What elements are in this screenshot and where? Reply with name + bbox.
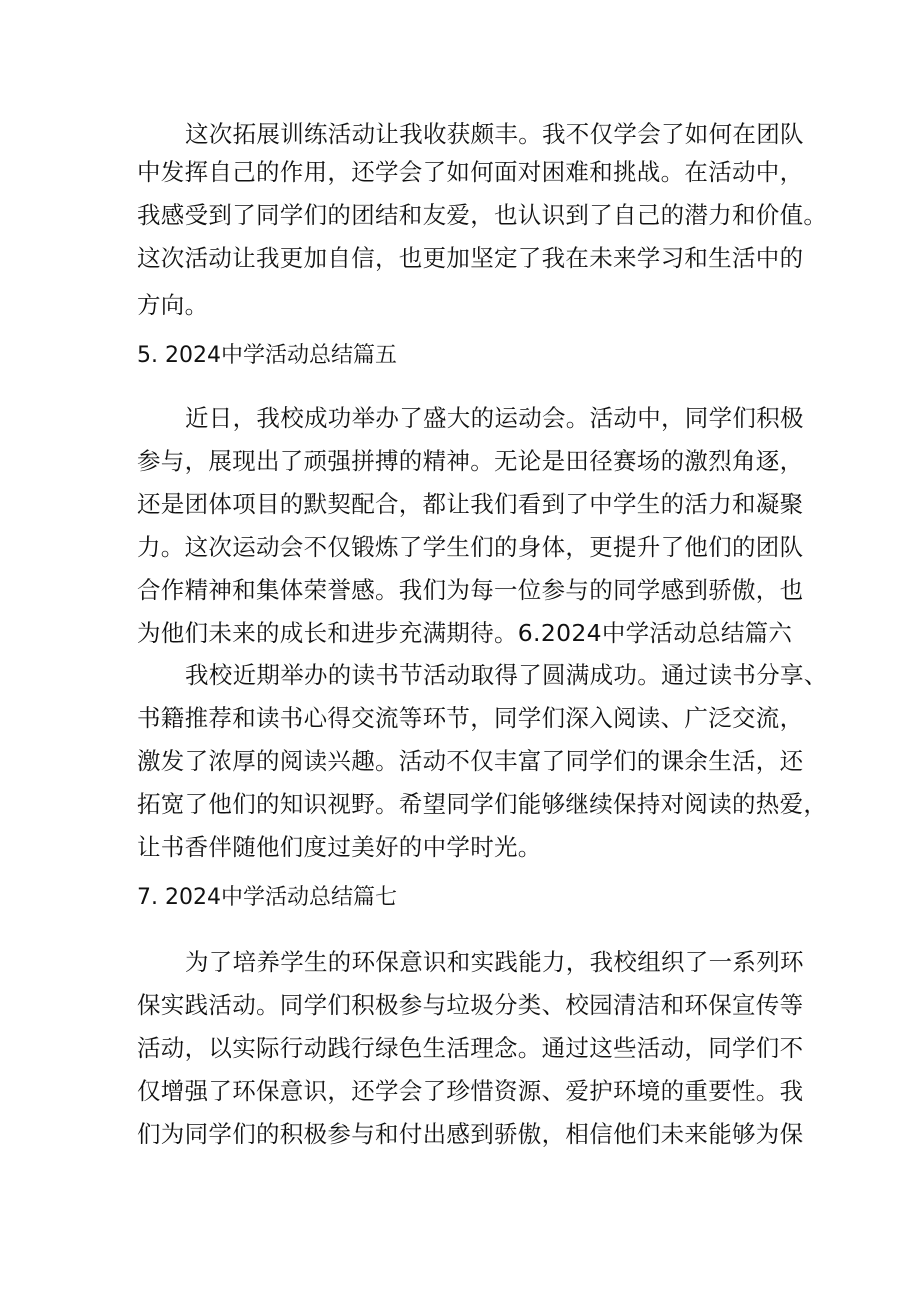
paragraph-line: 还是团体项目的默契配合，都让我们看到了中学生的活力和凝聚 [137,490,804,518]
paragraph-line: 为了培养学生的环保意识和实践能力，我校组织了一系列环 [185,948,804,976]
paragraph-line: 拓宽了他们的知识视野。希望同学们能够继续保持对阅读的热爱， [137,790,828,818]
paragraph-line: 合作精神和集体荣誉感。我们为每一位参与的同学感到骄傲，也 [137,576,804,604]
paragraph-line: 参与，展现出了顽强拼搏的精神。无论是田径赛场的激烈角逐， [137,447,804,475]
paragraph-line: 让书香伴随他们度过美好的中学时光。 [137,833,542,861]
paragraph-line: 仅增强了环保意识，还学会了珍惜资源、爱护环境的重要性。我 [137,1077,804,1105]
paragraph-line: 保实践活动。同学们积极参与垃圾分类、校园清洁和环保宣传等 [137,991,804,1019]
paragraph-line: 活动，以实际行动践行绿色生活理念。通过这些活动，同学们不 [137,1034,804,1062]
paragraph-line: 我校近期举办的读书节活动取得了圆满成功。通过读书分享、 [185,661,828,689]
paragraph-line: 近日，我校成功举办了盛大的运动会。活动中，同学们积极 [185,404,804,432]
paragraph-line: 为他们未来的成长和进步充满期待。6.2024中学活动总结篇六 [137,619,793,647]
paragraph-line: 力。这次运动会不仅锻炼了学生们的身体，更提升了他们的团队 [137,533,804,561]
paragraph-line: 我感受到了同学们的团结和友爱，也认识到了自己的潜力和价值。 [137,201,828,229]
section-heading-7: 7. 2024中学活动总结篇七 [137,885,397,910]
section-heading-5: 5. 2024中学活动总结篇五 [137,343,397,368]
paragraph-line: 书籍推荐和读书心得交流等环节，同学们深入阅读、广泛交流， [137,704,804,732]
paragraph-line: 这次活动让我更加自信，也更加坚定了我在未来学习和生活中的 [137,244,804,272]
paragraph-line: 激发了浓厚的阅读兴趣。活动不仅丰富了同学们的课余生活，还 [137,747,804,775]
paragraph-line: 方向。 [137,291,209,319]
paragraph-line: 中发挥自己的作用，还学会了如何面对困难和挑战。在活动中， [137,158,804,186]
paragraph-line: 这次拓展训练活动让我收获颇丰。我不仅学会了如何在团队 [185,120,804,148]
paragraph-line: 们为同学们的积极参与和付出感到骄傲，相信他们未来能够为保 [137,1120,804,1148]
